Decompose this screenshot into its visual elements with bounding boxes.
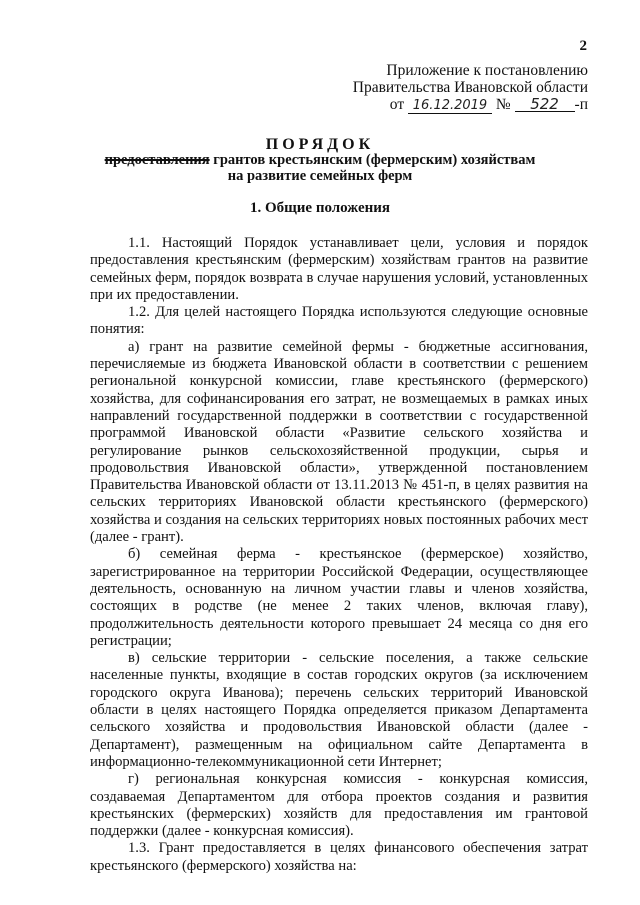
handwritten-date: 16.12.2019 — [408, 99, 492, 114]
handwritten-number: 522 — [515, 97, 575, 112]
paragraph-a: а) грант на развитие семейной фермы - бюджетные ассигнования, перечисляемые из бюджета Ивановской области в соответствии с решением региональной конкурсной комиссии, главе крестьянского (фермерского) хозяйства, для софинансирования его затрат, не возмещаемых в рамках иных направлений государственной поддержки в соответствии с государственной программой Ивановской области «Развитие сельского хозяйства и регулирование рынков сельскохозяйственной продукции, сырья и продовольствия Ивановской области», утвержденной постановлением Правительства Ивановской области от 13.11.2013 № 451-п, в целях развития на сельских территориях Ивановской области крестьянского (фермерского) хозяйства и создания на сельских территориях новых постоянных рабочих мест (далее - грант). — [90, 338, 588, 546]
from-label: от — [389, 96, 405, 113]
number-label: № — [495, 96, 511, 113]
appendix-block — [288, 62, 588, 114]
subtitle-line-2: на развитие семейных ферм — [227, 168, 413, 184]
paragraph-v: в) сельские территории - сельские поселения, а также сельские населенные пункты, входящие в состав городских округов (за исключением городского округа Иванова); перечень сельских территорий Ивановской области в целях настоящего Порядка определяется приказом Департамента сельского хозяйства и продовольствия Ивановской области (далее - Департамент), размещенным на официальном сайте Департамента в информационно-телекоммуникационной сети Интернет; — [90, 650, 588, 770]
document-body — [90, 235, 588, 875]
appendix-line-3 — [288, 96, 588, 114]
paragraph-1-3: 1.3. Грант предоставляется в целях финансового обеспечения затрат крестьянского (фермерского) хозяйства на: — [90, 840, 588, 874]
appendix-line-1: Приложение к постановлению — [386, 62, 588, 79]
appendix-line-2: Правительства Ивановской области — [352, 79, 588, 96]
paragraph-1-2: 1.2. Для целей настоящего Порядка используются следующие основные понятия: — [90, 304, 588, 338]
number-suffix: -п — [574, 96, 588, 113]
paragraph-b: б) семейная ферма - крестьянское (фермерское) хозяйство, зарегистрированное на территории Российской Федерации, осуществляющее деятельность, основанную на личном участии главы и членов хозяйства, состоящих в родстве (не менее 2 таких членов, включая главу), продолжительность деятельности которого превышает 24 месяца со дня его регистрации; — [90, 546, 588, 649]
document-title: ПОРЯДОК — [265, 136, 375, 153]
subtitle-line-1: грантов крестьянским (фермерским) хозяйствам — [213, 152, 536, 168]
document-subtitle — [60, 152, 580, 184]
paragraph-1-1: 1.1. Настоящий Порядок устанавливает цели, условия и порядок предоставления крестьянским (фермерским) хозяйствам грантов на развитие семейных ферм, порядок возврата в случае нарушения условий, установленных при их предоставлении. — [90, 235, 588, 303]
struck-word: предоставления — [104, 152, 210, 168]
page-number: 2 — [579, 38, 587, 54]
section-heading: 1. Общие положения — [249, 200, 391, 216]
paragraph-g: г) региональная конкурсная комиссия - конкурсная комиссия, создаваемая Департаментом для отбора проектов создания и развития крестьянских (фермерских) хозяйств для предоставления им грантовой поддержки (далее - конкурсная комиссия). — [90, 771, 588, 840]
